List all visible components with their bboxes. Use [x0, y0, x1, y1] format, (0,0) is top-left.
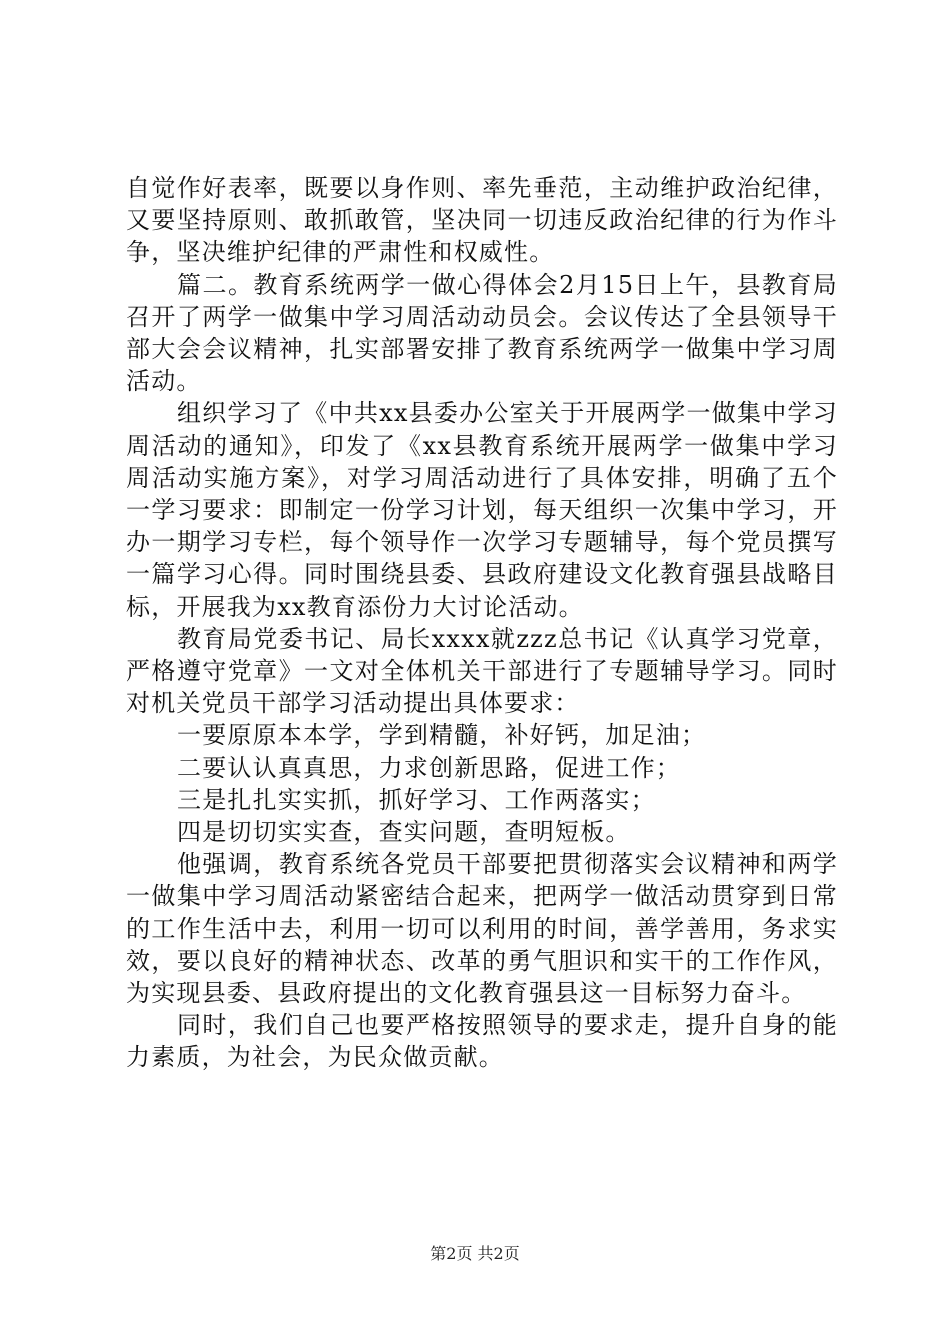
paragraph: 教育局党委书记、局长xxxx就zzz总书记《认真学习党章，严格遵守党章》一文对全体机关干部进行了专题辅导学习。同时对机关党员干部学习活动提出具体要求：: [126, 624, 838, 718]
list-item: 三是扎扎实实抓，抓好学习、工作两落实；: [177, 785, 656, 814]
paragraph: 篇二。教育系统两学一做心得体会2月15日上午，县教育局召开了两学一做集中学习周活动动员会。会议传达了全县领导干部大会会议精神，扎实部署安排了教育系统两学一做集中学习周活动。: [126, 270, 838, 396]
page-footer: 第2页 共2页: [430, 1244, 520, 1263]
paragraph: 自觉作好表率，既要以身作则、率先垂范，主动维护政治纪律，又要坚持原则、敢抓敢管，坚决同一切违反政治纪律的行为作斗争，坚决维护纪律的严肃性和权威性。: [126, 174, 838, 267]
paragraph: 他强调，教育系统各党员干部要把贯彻落实会议精神和两学一做集中学习周活动紧密结合起来，把两学一做活动贯穿到日常的工作生活中去，利用一切可以利用的时间，善学善用，务求实效，要以良好的精神状态、改革的勇气胆识和实干的工作作风，为实现县委、县政府提出的文化教育强县这一目标努力奋斗。: [126, 850, 838, 1008]
list-item: 四是切切实实查，查实问题，查明短板。: [177, 818, 631, 847]
document-body: [126, 172, 838, 1074]
list-item: 二要认认真真思，力求创新思路，促进工作；: [177, 753, 681, 782]
list-item: 一要原原本本学，学到精髓，补好钙，加足油；: [177, 721, 707, 750]
paragraph: 组织学习了《中共xx县委办公室关于开展两学一做集中学习周活动的通知》，印发了《xx县教育系统开展两学一做集中学习周活动实施方案》，对学习周活动进行了具体安排，明确了五个一学习要求：即制定一份学习计划，每天组织一次集中学习，开办一期学习专栏，每个领导作一次学习专题辅导，每个党员撰写一篇学习心得。同时围绕县委、县政府建设文化教育强县战略目标，开展我为xx教育添份力大讨论活动。: [126, 399, 838, 621]
paragraph: 同时，我们自己也要严格按照领导的要求走，提升自身的能力素质，为社会，为民众做贡献。: [126, 1011, 838, 1072]
